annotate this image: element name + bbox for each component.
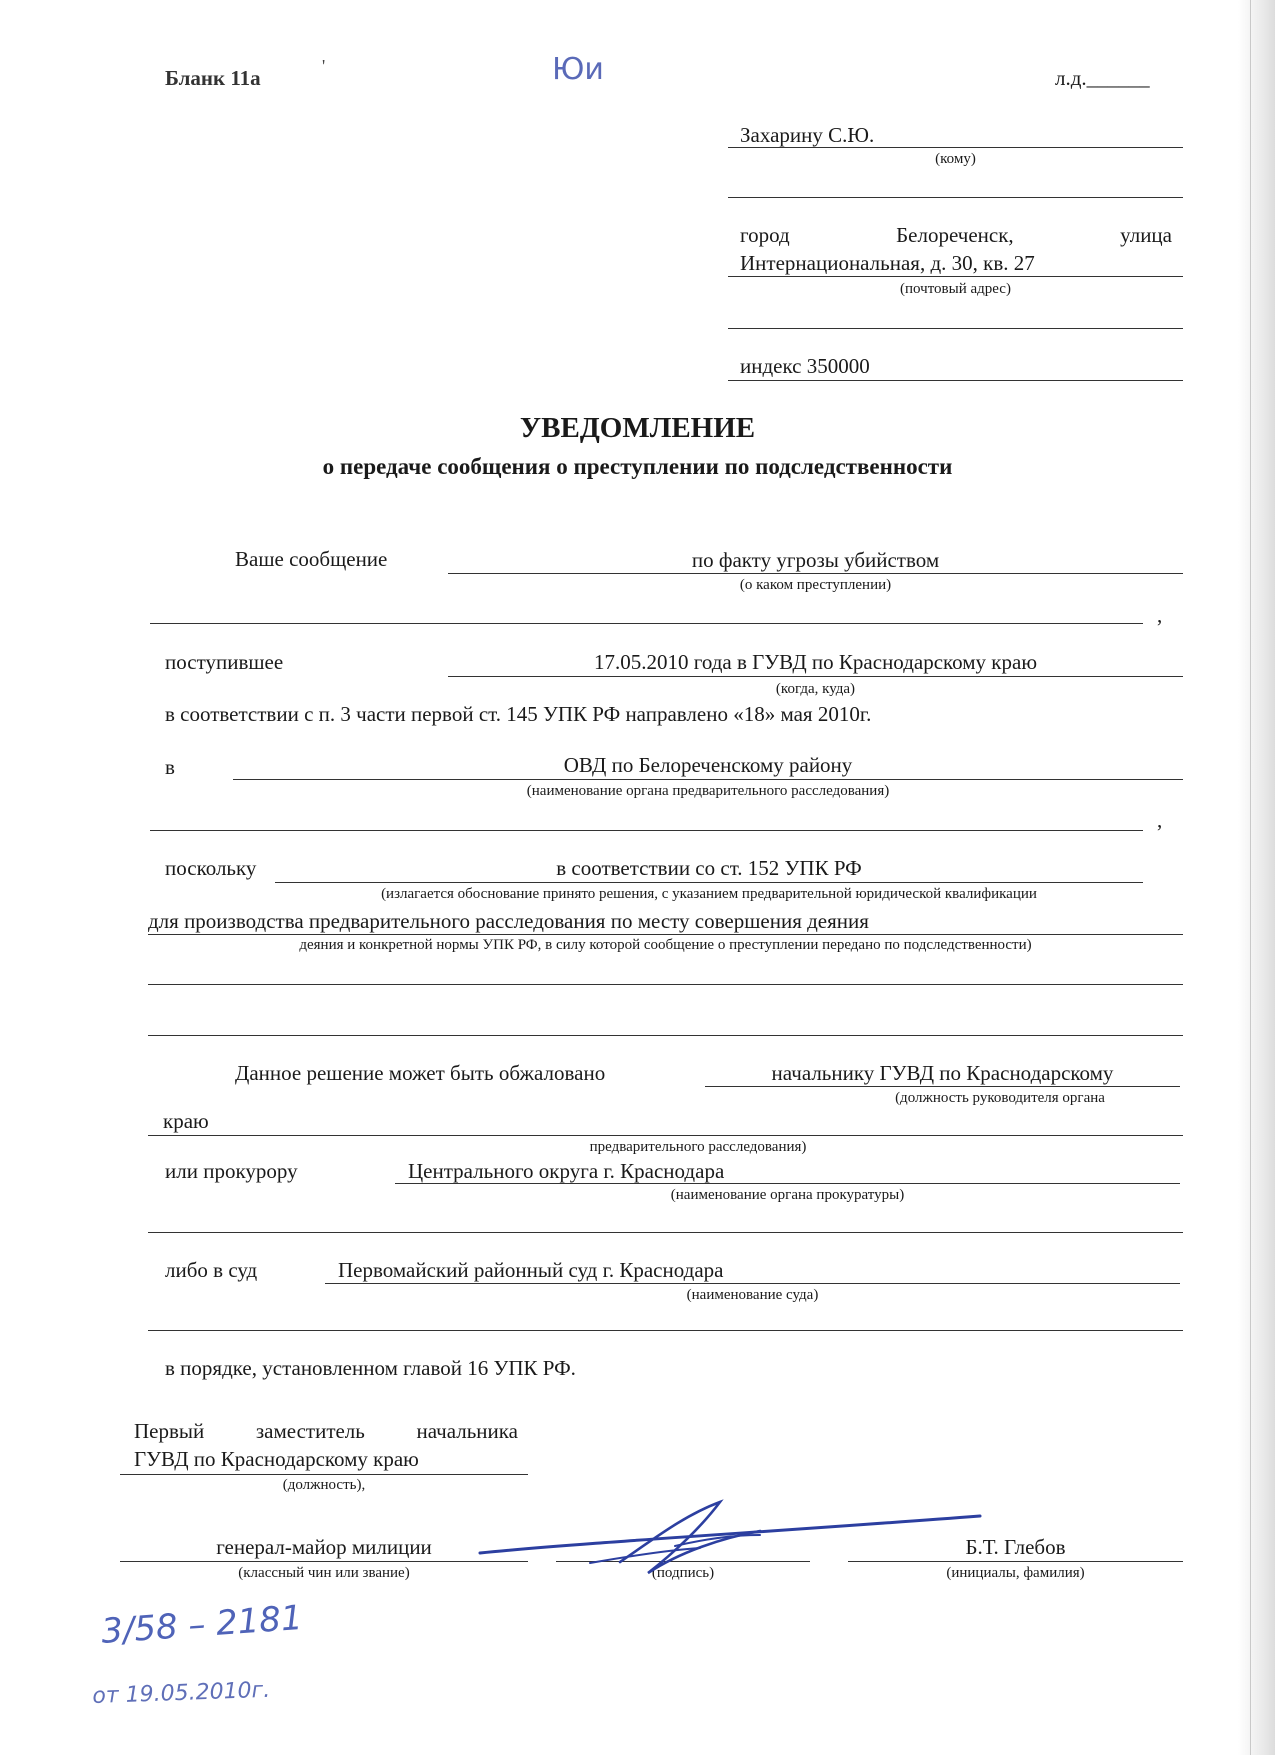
to-value: ОВД по Белореченскому району — [563, 753, 853, 777]
appeal-caption-1: (должность руководителя органа — [895, 1090, 1105, 1106]
address-word-2: Белореченск, — [896, 223, 1014, 247]
handwritten-initials: Юи — [552, 52, 604, 87]
recipient-index: индекс 350000 — [740, 354, 870, 378]
rank-value: генерал-майор милиции — [216, 1535, 432, 1559]
to-caption: (наименование органа предварительного расследования) — [526, 783, 890, 799]
address-line-1 — [740, 223, 1172, 247]
scan-edge-shadow — [1238, 0, 1275, 1755]
recipient-name-caption: (кому) — [935, 151, 976, 167]
to-continuation-line — [150, 830, 1143, 831]
because-blank-line-2 — [148, 1035, 1183, 1036]
because-blank-line-1 — [148, 984, 1183, 985]
signer-name: Б.Т. Глебов — [965, 1535, 1066, 1559]
scan-edge-line — [1250, 0, 1251, 1755]
recipient-name-line — [728, 147, 1183, 148]
position-word-3: начальника — [416, 1419, 518, 1443]
position-line-1 — [134, 1419, 518, 1443]
sent-line: в соответствии с п. 3 части первой ст. 145 УПК РФ направлено «18» мая 2010г. — [165, 702, 872, 726]
recipient-blank-line — [728, 197, 1183, 198]
message-value: по факту угрозы убийством — [691, 548, 940, 572]
received-label: поступившее — [165, 650, 284, 674]
received-value: 17.05.2010 года в ГУВД по Краснодарскому краю — [593, 650, 1038, 674]
appeal-value-1: начальнику ГУВД по Краснодарскому — [771, 1061, 1114, 1085]
address-caption: (почтовый адрес) — [900, 281, 1011, 297]
received-line — [448, 676, 1183, 677]
address-line-2: Интернациональная, д. 30, кв. 27 — [740, 251, 1035, 275]
court-caption: (наименование суда) — [686, 1287, 819, 1303]
position-line-2: ГУВД по Краснодарскому краю — [134, 1447, 419, 1471]
because-line — [275, 882, 1143, 883]
because-caption-1: (излагается обоснование принято решения, с указанием предварительной юридической квалификации — [381, 886, 1037, 902]
court-blank-line — [148, 1330, 1183, 1331]
court-line — [325, 1283, 1180, 1284]
position-word-2: заместитель — [255, 1419, 365, 1443]
received-caption: (когда, куда) — [775, 681, 856, 697]
to-line — [233, 779, 1183, 780]
index-line — [728, 380, 1183, 381]
because-line-2: для производства предварительного расследования по месту совершения деяния — [148, 909, 869, 933]
court-value: Первомайский районный суд г. Краснодара — [338, 1258, 724, 1282]
order-line: в порядке, установленном главой 16 УПК РФ. — [165, 1356, 576, 1380]
to-label: в — [165, 755, 175, 779]
address-line — [728, 276, 1183, 277]
court-label: либо в суд — [165, 1258, 258, 1282]
prosecutor-value: Центрального округа г. Краснодара — [408, 1159, 725, 1183]
signer-name-caption: (инициалы, фамилия) — [946, 1565, 1085, 1581]
rank-caption: (классный чин или звание) — [238, 1565, 410, 1581]
position-caption: (должность), — [282, 1477, 366, 1493]
address-word-1: город — [740, 223, 790, 247]
recipient-name: Захарину С.Ю. — [740, 123, 875, 147]
prosecutor-caption: (наименование органа прокуратуры) — [670, 1187, 905, 1203]
prosecutor-line — [395, 1183, 1180, 1184]
address-blank-line — [728, 328, 1183, 329]
appeal-line-2 — [148, 1135, 1183, 1136]
document-subtitle: о передаче сообщения о преступлении по подследственности — [322, 454, 953, 479]
position-line — [120, 1474, 528, 1475]
because-label: поскольку — [165, 856, 257, 880]
ld-label: л.д.______ — [1055, 66, 1150, 90]
message-label: Ваше сообщение — [235, 547, 388, 571]
appeal-label: Данное решение может быть обжаловано — [235, 1061, 606, 1085]
rank-line — [120, 1561, 528, 1562]
registration-number: 3/58 – 2181 — [100, 1597, 304, 1652]
document-title: УВЕДОМЛЕНИЕ — [519, 412, 756, 444]
appeal-caption-2: предварительного расследования) — [589, 1139, 807, 1155]
message-comma: , — [1157, 603, 1163, 627]
because-caption-2: деяния и конкретной нормы УПК РФ, в силу которой сообщение о преступлении передано по подследственности) — [299, 937, 1032, 953]
position-word-1: Первый — [134, 1419, 205, 1443]
prosecutor-label: или прокурору — [165, 1159, 298, 1183]
handwritten-signature — [470, 1490, 990, 1580]
to-comma: , — [1157, 808, 1163, 832]
appeal-line-1 — [705, 1086, 1180, 1087]
signature-caption: (подпись) — [651, 1565, 715, 1581]
because-line-2-rule — [148, 934, 1183, 935]
appeal-value-2: краю — [163, 1109, 209, 1133]
registration-date: от 19.05.2010г. — [92, 1677, 271, 1709]
message-line — [448, 573, 1183, 574]
tick-mark: ' — [322, 56, 326, 76]
message-caption: (о каком преступлении) — [739, 577, 892, 593]
message-continuation-line — [150, 623, 1143, 624]
prosecutor-blank-line — [148, 1232, 1183, 1233]
address-word-3: улица — [1120, 223, 1172, 247]
form-label: Бланк 11а — [165, 66, 261, 90]
because-value: в соответствии со ст. 152 УПК РФ — [556, 856, 862, 880]
